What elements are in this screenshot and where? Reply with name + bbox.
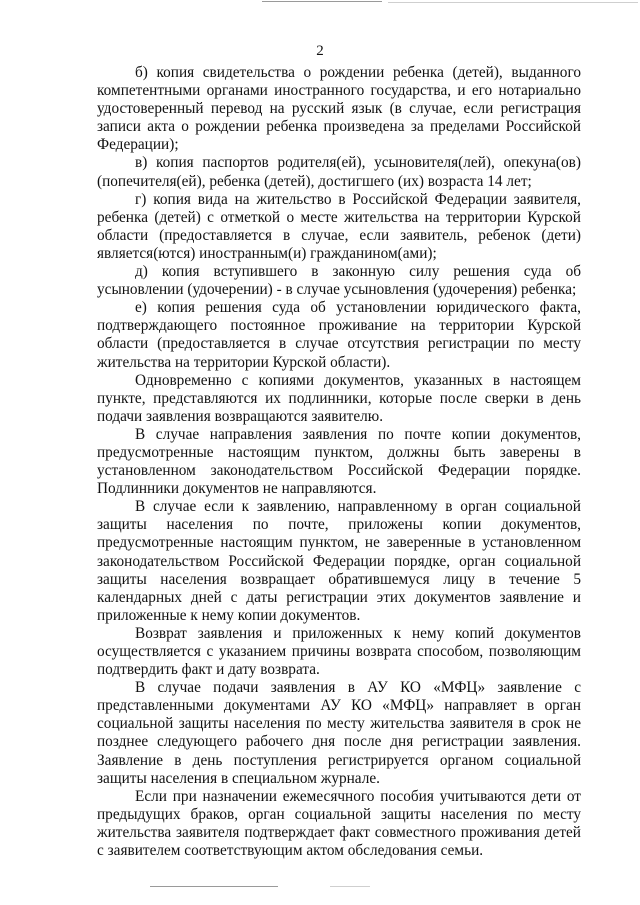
scan-edge-top-right: [388, 2, 638, 3]
scan-edge-top: [262, 1, 382, 2]
paragraph-return-rule: В случае если к заявлению, направленному в орган социальной защиты населения по почте, приложены копии документов, предусмотренные настоящим пунктом, не заверенные в установленном законодательством Российской Федерации порядке, орган социальной защиты населения возвращает обратившемуся лицу в течение 5 календарных дней с даты регистрации этих документов заявление и приложенные к нему копии документов.: [97, 498, 581, 624]
page-number: 2: [316, 43, 324, 59]
paragraph-return-method: Возврат заявления и приложенных к нему копий документов осуществляется с указанием причины возврата способом, позволяющим подтвердить факт и дату возврата.: [97, 624, 581, 679]
paragraph-previous-marriages: Если при назначении ежемесячного пособия учитываются дети от предыдущих браков, орган социальной защиты населения по месту жительства заявителя подтверждает факт совместного проживания детей с заявителем соответствующим актом обследования семьи.: [97, 787, 581, 860]
document-body: [97, 64, 581, 860]
paragraph-item-b: б) копия свидетельства о рождении ребенка (детей), выданного компетентными органами иностранного государства, и его нотариально удостоверенный перевод на русский язык (в случае, если регистрация записи акта о рождении ребенка произведена за пределами Российской Федерации);: [97, 64, 581, 154]
paragraph-item-v: в) копия паспортов родителя(ей), усыновителя(лей), опекуна(ов) (попечителя(ей), ребенка (детей), достигшего (их) возраста 14 лет;: [97, 154, 581, 190]
paragraph-mfc: В случае подачи заявления в АУ КО «МФЦ» заявление с представленными документами АУ КО «МФЦ» направляет в орган социальной защиты населения по месту жительства заявителя в срок не позднее следующего рабочего дня после дня регистрации заявления. Заявление в день поступления регистрируется органом социальной защиты населения в специальном журнале.: [97, 679, 581, 787]
paragraph-item-d: д) копия вступившего в законную силу решения суда об усыновлении (удочерении) - в случае усыновления (удочерения) ребенка;: [97, 263, 581, 299]
paragraph-item-g: г) копия вида на жительство в Российской Федерации заявителя, ребенка (детей) с отметкой о месте жительства на территории Курской области (предоставляется в случае, если заявитель, ребенок (дети) является(ются) иностранным(и) гражданином(ами);: [97, 190, 581, 262]
scan-edge-bottom: [150, 886, 278, 887]
scan-edge-bottom-right: [330, 886, 370, 887]
paragraph-item-e: е) копия решения суда об установлении юридического факта, подтверждающего постоянное проживание на территории Курской области (предоставляется в случае отсутствия регистрации по месту жительства на территории Курской области).: [97, 299, 581, 371]
paragraph-postal-copies: В случае направления заявления по почте копии документов, предусмотренные настоящим пунктом, должны быть заверены в установленном законодательством Российской Федерации порядке. Подлинники документов не направляются.: [97, 425, 581, 498]
paragraph-originals: Одновременно с копиями документов, указанных в настоящем пункте, представляются их подлинники, которые после сверки в день подачи заявления возвращаются заявителю.: [97, 371, 581, 425]
